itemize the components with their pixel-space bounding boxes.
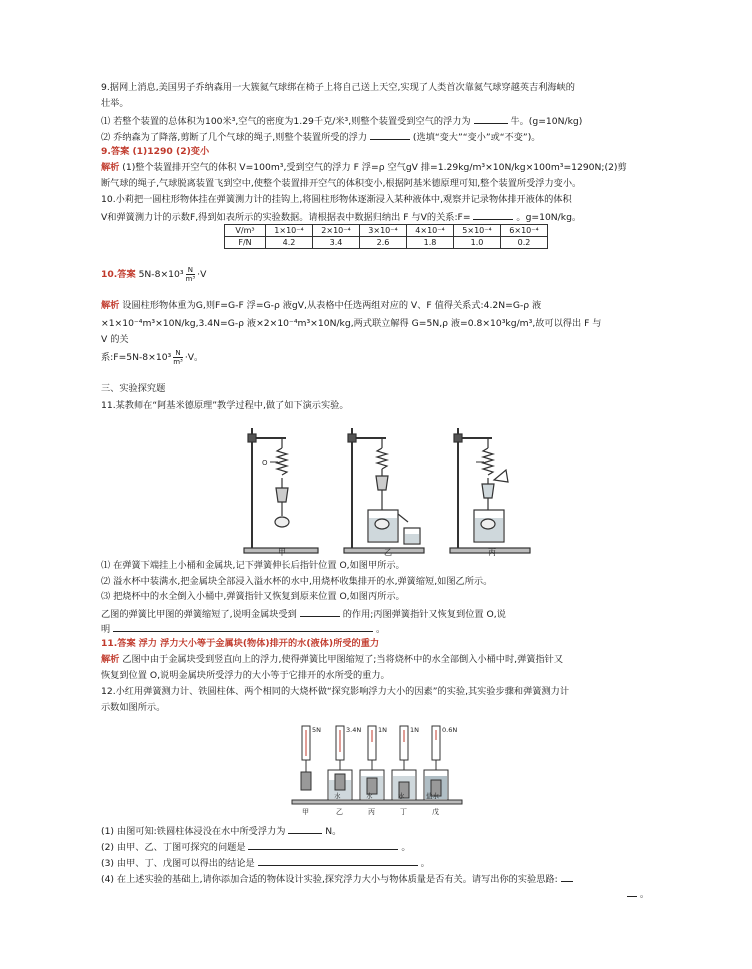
meter-bing [360, 726, 384, 800]
q11-question-line1 [101, 607, 506, 621]
q9-analysis-line2: 断气球的绳子,气球脱离装置飞到空中,使整个装置排开空气的体积变小,根据阿基米德原理可知,整个装置所受浮力变小。 [101, 178, 582, 189]
q11-question-tail1: 的作用;丙图弹簧指针又恢复到位置 O,说 [342, 609, 506, 620]
stand-jia [244, 428, 318, 553]
q9-part1-text: 若整个装置的总体积为100米³,空气的密度为1.29千克/米³,则整个装置受到空气的浮力为 [113, 116, 471, 127]
fig-label: 丙 [488, 548, 496, 557]
q12-part3 [101, 856, 430, 870]
liquid-label: 水 [366, 792, 373, 800]
fraction-denominator: m³ [173, 358, 183, 366]
q9-analysis-text1: (1)整个装置排开空气的体积 V=100m³,受到空气的浮力 F 浮=ρ 空气gV 排=1.29kg/m³×10N/kg×100m³=1290N;(2)剪 [122, 162, 627, 173]
q12-part4-text: (4) 在上述实验的基础上,请你添加合适的物体设计实验,探究浮力大小与物体质量是否有关。请写出你的实验思路: [101, 874, 558, 885]
q12-part1 [101, 824, 341, 838]
q11-step2 [101, 576, 492, 588]
q11-figure [236, 418, 536, 558]
reading-label: 5N [312, 726, 321, 734]
q9-part2-text: 乔纳森为了降落,剪断了几个气球的绳子,则整个装置所受的浮力 [113, 132, 368, 143]
stand-bing [450, 428, 530, 553]
liquid-label: 水 [334, 792, 341, 800]
q11-answer-label: 11.答案 [101, 638, 136, 649]
q12-part3-tail: 。 [420, 858, 430, 869]
fig-label: 戊 [432, 808, 439, 816]
fig-label: 乙 [336, 808, 343, 816]
table-cell: 1×10⁻⁴ [266, 225, 313, 237]
q10-blank[interactable] [473, 210, 513, 220]
q9-part1-blank[interactable] [474, 114, 508, 124]
table-header-force: F/N [225, 237, 266, 249]
q10-answer-expr: 5N-8×10³ [138, 269, 184, 280]
liquid-label: 水 [398, 792, 405, 800]
q10-intro-line1: 10.小莉把一圆柱形物体挂在弹簧测力计的挂钩上,将圆柱形物体逐渐浸入某种液体中,观察并记录物体排开液体的体积 [101, 194, 572, 205]
table-cell: 1.0 [454, 237, 501, 249]
q11-step2-text: 溢水杯中装满水,把金属块全部浸入溢水杯的水中,用烧杯收集排开的水,弹簧缩短,如图乙所示。 [113, 576, 493, 587]
q10-analysis-text1: 设圆柱形物体重为G,则F=G-F 浮=G-ρ 液gV,从表格中任选两组对应的 V、F 值得关系式:4.2N=G-ρ 液 [122, 300, 542, 311]
q12-part4-end [627, 887, 649, 901]
table-cell: 4×10⁻⁴ [407, 225, 454, 237]
table-header-volume: V/m³ [225, 225, 266, 237]
table-row [225, 237, 548, 249]
q10-data-table [224, 224, 548, 249]
q9-part1 [101, 114, 582, 128]
q10-analysis-text4: 系:F=5N-8×10³ [101, 352, 172, 363]
q9-analysis-label: 解析 [101, 162, 120, 173]
q11-step3-text: 把烧杯中的水全倒入小桶中,弹簧指针又恢复到原来位置 O,如图丙所示。 [113, 591, 405, 602]
q10-analysis-line3: V 的关 [101, 334, 129, 345]
q12-blank4-cont[interactable] [627, 887, 637, 897]
q12-part3-text: (3) 由甲、丁、戊图可以得出的结论是 [101, 858, 255, 869]
q12-part4 [101, 872, 573, 886]
meter-wu [424, 726, 448, 800]
fraction-denominator: m³ [185, 275, 196, 283]
q10-analysis-label: 解析 [101, 300, 120, 311]
liquid-label: 盐水 [426, 792, 439, 800]
table-cell: 3×10⁻⁴ [360, 225, 407, 237]
q11-analysis-line1 [101, 654, 563, 666]
q10-answer-fraction [186, 266, 196, 283]
q11-question-line2 [101, 622, 385, 636]
reading-label: 1N [378, 726, 387, 734]
table-row [225, 225, 548, 237]
q10-analysis-line1 [101, 300, 541, 312]
q12-part4-tail: 。 [639, 889, 650, 900]
svg-text:O: O [262, 459, 268, 467]
q9-intro-line2: 壮举。 [101, 98, 129, 109]
q9-part2-blank[interactable] [370, 130, 410, 140]
meter-yi [328, 726, 352, 800]
q12-part2 [101, 840, 411, 854]
table-cell: 4.2 [266, 237, 313, 249]
table-cell: 1.8 [407, 237, 454, 249]
q11-analysis-label: 解析 [101, 654, 120, 665]
q11-step2-mark: ⑵ [101, 576, 111, 587]
q10-intro-tail: 。g=10N/kg。 [516, 212, 582, 223]
reading-label: 3.4N [346, 726, 362, 734]
fig-label: 甲 [278, 548, 286, 557]
q9-part2-mark: ⑵ [101, 132, 111, 143]
q12-intro-line2: 示数如图所示。 [101, 702, 166, 713]
q10-intro-text: V和弹簧测力计的示数F,得到如表所示的实验数据。请根据表中数据归纳出 F 与V的关系:F= [101, 212, 471, 223]
table-cell: 2×10⁻⁴ [313, 225, 360, 237]
q10-answer [101, 266, 206, 284]
stand-yi [344, 428, 424, 553]
q10-analysis-fraction [173, 349, 183, 366]
q11-blank1[interactable] [300, 607, 340, 617]
fig-label: 丙 [368, 808, 375, 816]
q12-part2-text: (2) 由甲、乙、丁图可探究的问题是 [101, 842, 246, 853]
table-cell: 5×10⁻⁴ [454, 225, 501, 237]
meter-jia [301, 726, 311, 790]
fig-label: 甲 [302, 808, 309, 816]
q10-answer-label: 10.答案 [101, 269, 136, 280]
table-cell: 3.4 [313, 237, 360, 249]
q11-analysis-line2: 恢复到位置 O,说明金属块所受浮力的大小等于它排开的水所受的重力。 [101, 670, 390, 681]
q9-intro-line1: 9.据网上消息,美国男子乔纳森用一大簇氦气球绑在椅子上将自己送上天空,实现了人类首次靠氦气球穿越英吉利海峡的 [101, 82, 575, 93]
q11-step1-text: 在弹簧下端挂上小桶和金属块,记下弹簧伸长后指针位置 O,如图甲所示。 [113, 560, 405, 571]
fraction-numerator: N [173, 349, 183, 358]
q12-blank1[interactable] [288, 824, 322, 834]
q9-analysis-line1 [101, 162, 627, 174]
q11-question-text2: 明 [101, 624, 111, 635]
table-cell: 2.6 [360, 237, 407, 249]
q9-part1-unit: 牛。(g=10N/kg) [510, 116, 583, 127]
q9-part2 [101, 130, 540, 144]
q9-part1-mark: ⑴ [101, 116, 111, 127]
q11-step1-mark: ⑴ [101, 560, 111, 571]
q12-part2-tail: 。 [401, 842, 411, 853]
reading-label: 0.6N [442, 726, 458, 734]
q10-analysis-tail: ·V。 [184, 352, 204, 363]
q11-step3-mark: ⑶ [101, 591, 111, 602]
q12-intro-line1: 12.小红用弹簧测力计、铁圆柱体、两个相同的大烧杯做“探究影响浮力大小的因素”的实验,其实验步骤和弹簧测力计 [101, 686, 570, 697]
q11-blank2[interactable] [113, 622, 373, 632]
q11-answer [101, 638, 379, 650]
q11-question-text1: 乙图的弹簧比甲图的弹簧缩短了,说明金属块受到 [101, 609, 297, 620]
q11-answer-text: 浮力 浮力大小等于金属块(物体)排开的水(液体)所受的重力 [138, 638, 380, 649]
q11-step1 [101, 560, 405, 572]
q9-part2-tail: (选填“变大”“变小”或“不变”)。 [412, 132, 541, 143]
fig-label: 乙 [384, 548, 392, 557]
q11-step3 [101, 591, 405, 603]
table-cell: 0.2 [501, 237, 548, 249]
fig-label: 丁 [400, 808, 407, 816]
q11-question-tail2: 。 [376, 624, 386, 635]
q12-blank2[interactable] [248, 840, 398, 850]
q10-analysis-line2: ×1×10⁻⁴m³×10N/kg,3.4N=G-ρ 液×2×10⁻⁴m³×10N/kg,两式联立解得 G=5N,ρ 液=0.8×10³kg/m³,故可以得出 F 与 [101, 318, 602, 329]
q11-intro: 11.某教师在“阿基米德原理”教学过程中,做了如下演示实验。 [101, 400, 349, 411]
q10-analysis-line4 [101, 349, 203, 367]
q11-analysis-text1: 乙图中由于金属块受到竖直向上的浮力,使得弹簧比甲图缩短了;当将烧杯中的水全部倒入小桶中时,弹簧指针又 [122, 654, 564, 665]
fraction-numerator: N [186, 266, 196, 275]
q12-blank4[interactable] [561, 872, 573, 882]
q12-figure [288, 718, 468, 818]
q10-intro-line2 [101, 210, 581, 224]
q12-blank3[interactable] [258, 856, 418, 866]
reading-label: 1N [410, 726, 419, 734]
q12-part1-text: (1) 由图可知:铁圆柱体浸没在水中所受浮力为 [101, 826, 286, 837]
meter-ding [392, 726, 416, 800]
q10-answer-tail: ·V [197, 269, 207, 280]
table-cell: 6×10⁻⁴ [501, 225, 548, 237]
q9-answer: 9.答案 (1)1290 (2)变小 [101, 146, 210, 157]
q12-part1-tail: N。 [325, 826, 342, 837]
section-title: 三、实验探究题 [101, 383, 166, 394]
